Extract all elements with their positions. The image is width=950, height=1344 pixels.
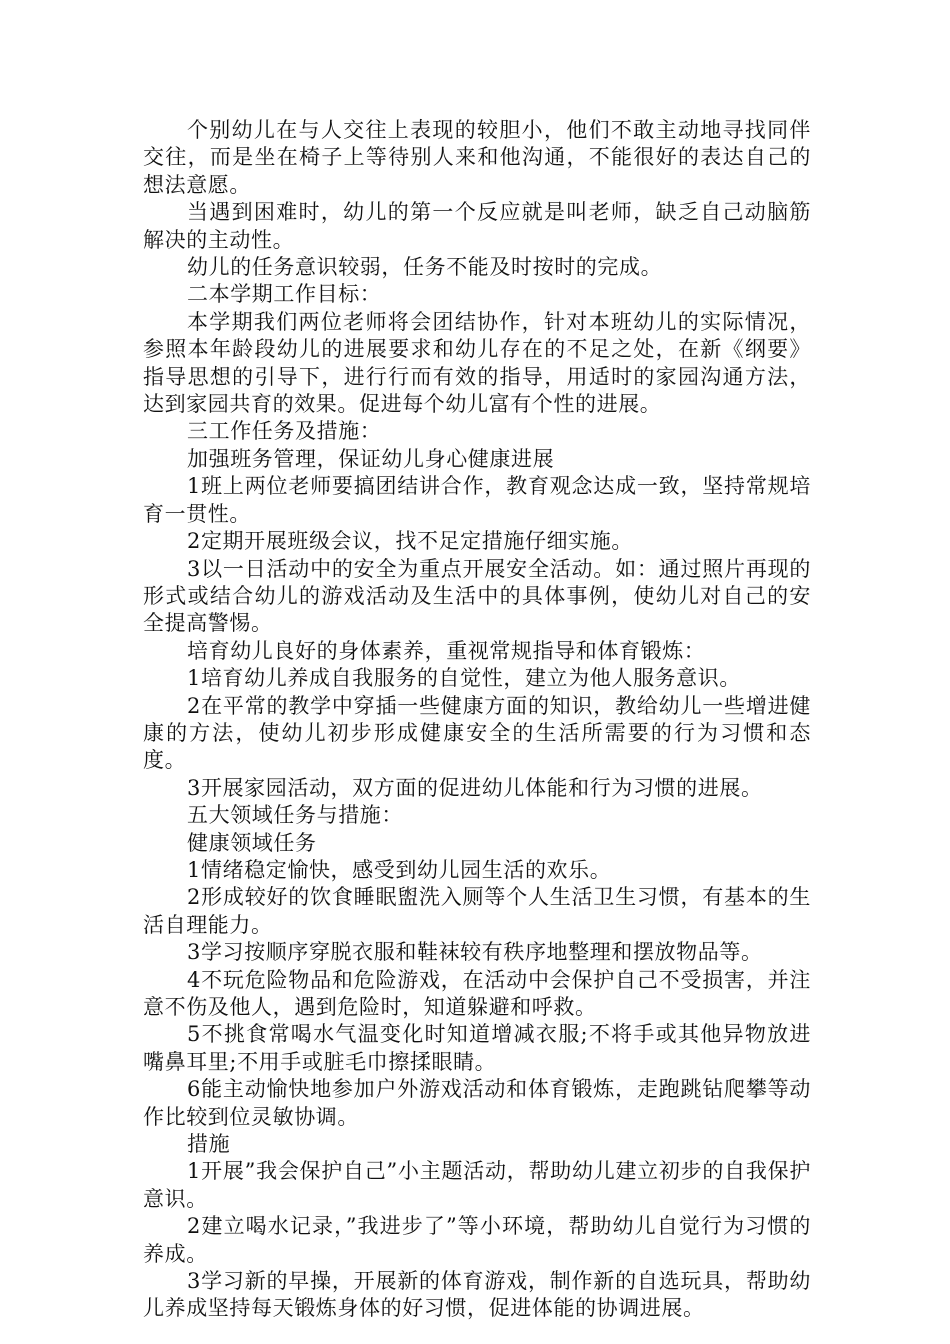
list-item: 2建立喝水记录，”我进步了”等小环境，帮助幼儿自觉行为习惯的养成。 xyxy=(143,1214,811,1266)
list-item: 3学习按顺序穿脱衣服和鞋袜较有秩序地整理和摆放物品等。 xyxy=(187,940,763,965)
list-item: 1培育幼儿养成自我服务的自觉性，建立为他人服务意识。 xyxy=(187,666,741,691)
list-item: 1情绪稳定愉快，感受到幼儿园生活的欢乐。 xyxy=(187,857,612,882)
paragraph: 个别幼儿在与人交往上表现的较胆小，他们不敢主动地寻找同伴交往，而是坐在椅子上等待别人来和他沟通，不能很好的表达自己的想法意愿。 xyxy=(143,118,811,197)
subsection-heading: 加强班务管理，保证幼儿身心健康进展 xyxy=(187,446,555,471)
subsection-heading: 健康领域任务 xyxy=(187,830,317,855)
section-heading: 二本学期工作目标： xyxy=(187,282,382,307)
paragraph: 本学期我们两位老师将会团结协作，针对本班幼儿的实际情况，参照本年龄段幼儿的进展要求和幼儿存在的不足之处，在新《纲要》指导思想的引导下，进行行而有效的指导，用适时的家园沟通方法，达到家园共育的效果。促进每个幼儿富有个性的进展。 xyxy=(143,309,811,417)
list-item: 5不挑食常喝水气温变化时知道增减衣服;不将手或其他异物放进嘴鼻耳里;不用手或脏毛巾擦揉眼睛。 xyxy=(143,1022,811,1074)
list-item: 1开展”我会保护自己”小主题活动，帮助幼儿建立初步的自我保护意识。 xyxy=(143,1159,811,1211)
list-item: 4不玩危险物品和危险游戏，在活动中会保护自己不受损害，并注意不伤及他人，遇到危险时，知道躲避和呼救。 xyxy=(143,967,811,1019)
subsection-heading: 培育幼儿良好的身体素养，重视常规指导和体育锻炼： xyxy=(187,638,706,663)
list-item: 2形成较好的饮食睡眠盥洗入厕等个人生活卫生习惯，有基本的生活自理能力。 xyxy=(143,885,811,937)
section-heading: 五大领域任务与措施： xyxy=(187,803,403,828)
paragraph: 幼儿的任务意识较弱，任务不能及时按时的完成。 xyxy=(187,255,663,280)
list-item: 3学习新的早操，开展新的体育游戏，制作新的自选玩具，帮助幼儿养成坚持每天锻炼身体的好习惯，促进体能的协调进展。 xyxy=(143,1269,811,1321)
paragraph: 当遇到困难时，幼儿的第一个反应就是叫老师，缺乏自己动脑筋解决的主动性。 xyxy=(143,200,811,252)
list-item: 1班上两位老师要搞团结讲合作，教育观念达成一致，坚持常规培育一贯性。 xyxy=(143,474,811,526)
list-item: 6能主动愉快地参加户外游戏活动和体育锻炼，走跑跳钻爬攀等动作比较到位灵敏协调。 xyxy=(143,1077,811,1129)
list-item: 3以一日活动中的安全为重点开展安全活动。如：通过照片再现的形式或结合幼儿的游戏活动及生活中的具体事例，使幼儿对自己的安全提高警惕。 xyxy=(143,556,811,636)
document-body xyxy=(143,117,811,1323)
list-item: 2在平常的教学中穿插一些健康方面的知识，教给幼儿一些增进健康的方法，使幼儿初步形成健康安全的生活所需要的行为习惯和态度。 xyxy=(143,693,811,773)
section-heading: 三工作任务及措施： xyxy=(187,419,382,444)
list-item: 2定期开展班级会议，找不足定措施仔细实施。 xyxy=(187,529,633,554)
list-item: 3开展家园活动，双方面的促进幼儿体能和行为习惯的进展。 xyxy=(187,775,763,800)
subsection-heading: 措施 xyxy=(187,1132,231,1157)
